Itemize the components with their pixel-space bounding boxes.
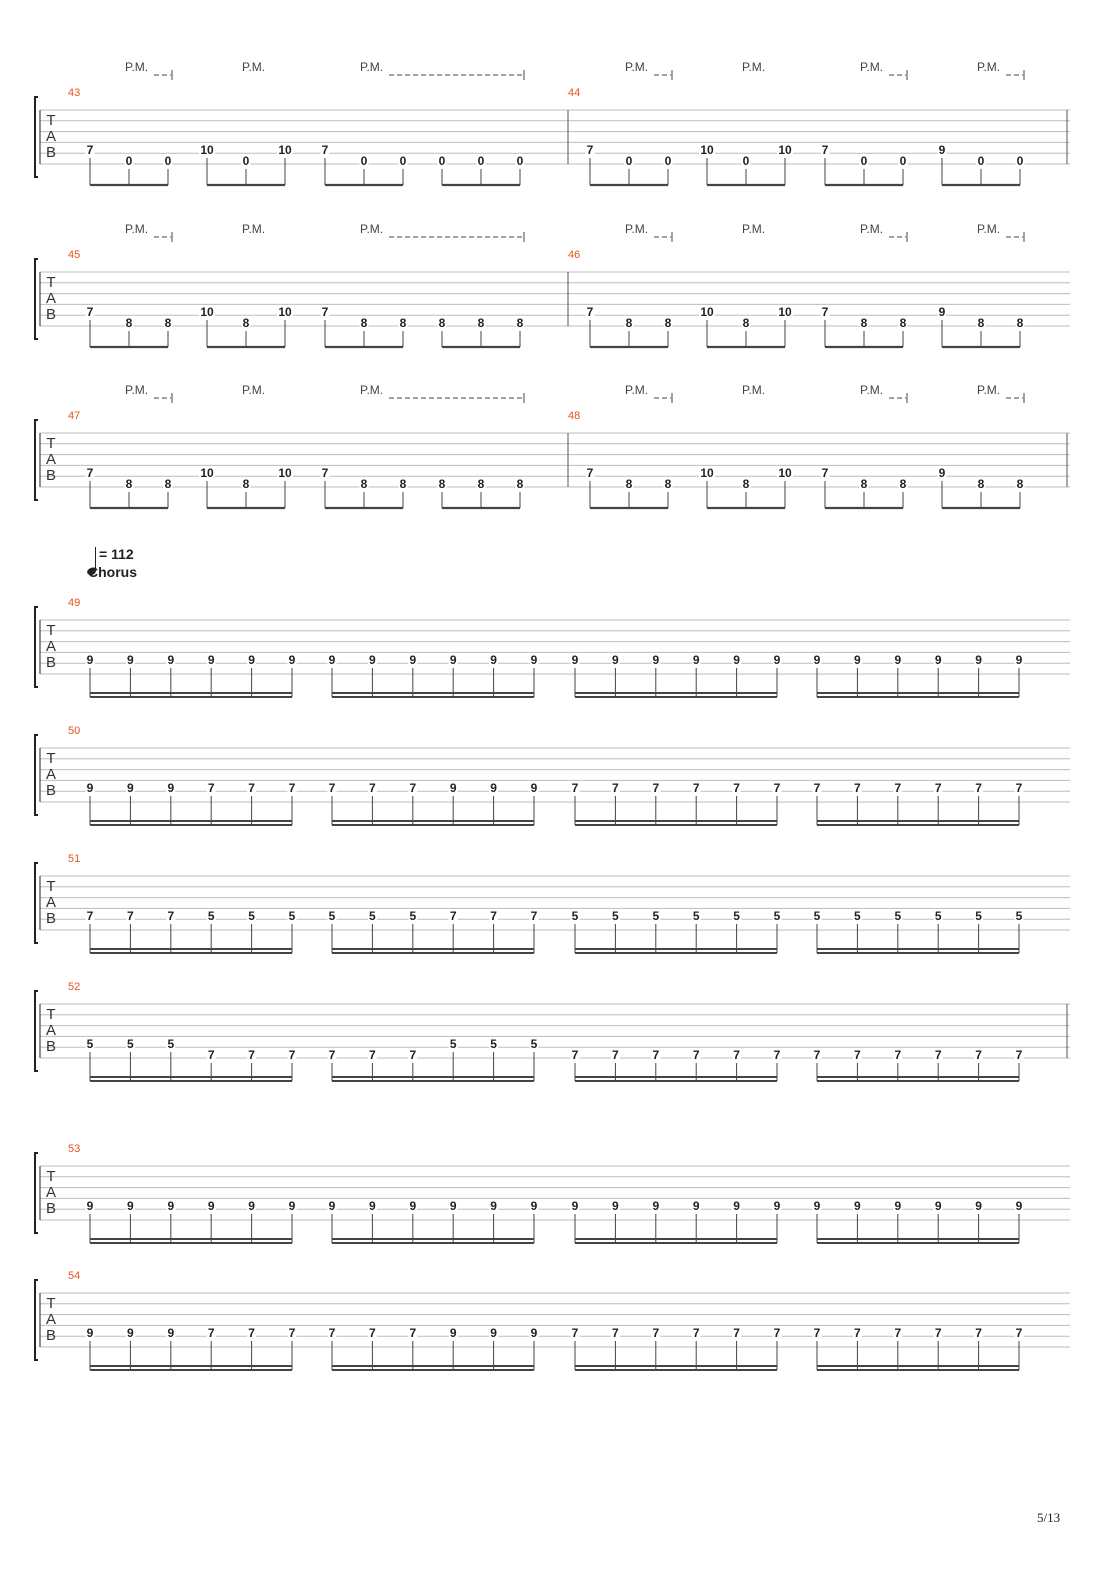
tab-clef-letter: T [46, 1295, 56, 1312]
fret-number: 10 [778, 305, 792, 319]
fret-number: 5 [167, 1037, 175, 1051]
fret-number: 7 [86, 143, 94, 157]
fret-number: 9 [207, 653, 215, 667]
fret-number: 7 [975, 1326, 982, 1340]
measure-number: 48 [568, 410, 581, 422]
fret-number: 7 [571, 781, 579, 795]
fret-number: 9 [449, 1199, 457, 1213]
fret-number: 9 [86, 1326, 94, 1340]
fret-number: 8 [899, 477, 907, 491]
palm-mute-label: P.M. [860, 222, 884, 236]
fret-number: 9 [369, 1199, 376, 1213]
fret-number: 7 [571, 1048, 579, 1062]
fret-number: 10 [700, 143, 714, 157]
fret-number: 7 [1015, 1326, 1023, 1340]
fret-number: 9 [571, 1199, 579, 1213]
staff-50-bracket [35, 735, 38, 815]
fret-number: 9 [167, 1199, 175, 1213]
fret-number: 5 [207, 909, 215, 923]
fret-number: 8 [664, 316, 672, 330]
palm-mute-label: P.M. [625, 222, 649, 236]
fret-number: 7 [86, 466, 94, 480]
staff-43-bracket [35, 97, 38, 177]
tab-clef-letter: T [46, 435, 56, 452]
fret-number: 9 [127, 1199, 134, 1213]
tab-clef-letter: A [45, 451, 57, 468]
fret-number: 5 [813, 909, 821, 923]
measure-number: 54 [68, 1270, 81, 1282]
fret-number: 9 [975, 1199, 982, 1213]
fret-number: 5 [733, 909, 740, 923]
fret-number: 5 [369, 909, 376, 923]
tab-clef-letter: A [45, 1184, 57, 1201]
staff-47-bracket [35, 420, 38, 500]
tab-clef-letter: T [46, 274, 56, 291]
fret-number: 7 [86, 305, 94, 319]
fret-number: 7 [733, 1326, 740, 1340]
tab-clef-letter: A [45, 1311, 57, 1328]
fret-number: 5 [127, 1037, 134, 1051]
fret-number: 7 [288, 781, 296, 795]
staff-49-bracket [35, 607, 38, 687]
fret-number: 5 [692, 909, 700, 923]
fret-number: 7 [288, 1326, 296, 1340]
tempo-bpm: 112 [111, 546, 134, 562]
fret-number: 9 [490, 1326, 497, 1340]
tab-clef-letter: A [45, 894, 57, 911]
measure-number: 49 [68, 597, 81, 609]
measure-number: 43 [68, 87, 81, 99]
fret-number: 9 [530, 781, 538, 795]
fret-number: 7 [288, 1048, 296, 1062]
fret-number: 9 [288, 1199, 296, 1213]
fret-number: 8 [399, 316, 407, 330]
fret-number: 8 [477, 477, 485, 491]
fret-number: 5 [773, 909, 781, 923]
fret-number: 5 [248, 909, 255, 923]
fret-number: 7 [207, 1326, 215, 1340]
fret-number: 9 [490, 1199, 497, 1213]
fret-number: 7 [369, 1326, 376, 1340]
fret-number: 7 [127, 909, 134, 923]
fret-number: 9 [369, 653, 376, 667]
fret-number: 8 [360, 316, 368, 330]
fret-number: 9 [449, 1326, 457, 1340]
fret-number: 9 [692, 1199, 700, 1213]
fret-number: 10 [278, 143, 292, 157]
tab-clef-letter: B [45, 1327, 57, 1344]
tab-clef-letter: A [45, 290, 57, 307]
fret-number: 9 [490, 781, 497, 795]
fret-number: 7 [652, 781, 660, 795]
fret-number: 9 [530, 1326, 538, 1340]
fret-number: 7 [449, 909, 457, 923]
palm-mute-label: P.M. [625, 60, 649, 74]
fret-number: 5 [894, 909, 902, 923]
fret-number: 5 [328, 909, 336, 923]
fret-number: 9 [127, 1326, 134, 1340]
fret-number: 10 [778, 466, 792, 480]
tab-clef-letter: B [45, 1038, 57, 1055]
fret-number: 9 [409, 1199, 417, 1213]
palm-mute-label: P.M. [360, 222, 384, 236]
palm-mute-label: P.M. [860, 383, 884, 397]
fret-number: 7 [934, 1048, 942, 1062]
fret-number: 7 [934, 781, 942, 795]
fret-number: 9 [127, 653, 134, 667]
fret-number: 8 [438, 477, 446, 491]
staff-53-bracket [35, 1153, 38, 1233]
fret-number: 0 [742, 154, 750, 168]
fret-number: 9 [127, 781, 134, 795]
fret-number: 0 [664, 154, 672, 168]
fret-number: 9 [692, 653, 700, 667]
fret-number: 8 [399, 477, 407, 491]
measure-number: 45 [68, 249, 81, 261]
palm-mute-label: P.M. [860, 60, 884, 74]
palm-mute-label: P.M. [242, 60, 266, 74]
fret-number: 7 [328, 781, 336, 795]
staff-51-bracket [35, 863, 38, 943]
fret-number: 9 [854, 1199, 861, 1213]
fret-number: 0 [360, 154, 368, 168]
fret-number: 0 [242, 154, 250, 168]
tab-clef-letter: T [46, 878, 56, 895]
palm-mute-label: P.M. [625, 383, 649, 397]
fret-number: 7 [248, 1326, 255, 1340]
staff-45-bracket [35, 259, 38, 339]
fret-number: 7 [692, 781, 700, 795]
palm-mute-label: P.M. [977, 222, 1001, 236]
tab-clef-letter: A [45, 1022, 57, 1039]
fret-number: 7 [813, 1048, 821, 1062]
fret-number: 9 [86, 1199, 94, 1213]
fret-number: 9 [86, 653, 94, 667]
fret-number: 7 [328, 1326, 336, 1340]
fret-number: 7 [586, 305, 594, 319]
fret-number: 9 [938, 466, 946, 480]
fret-number: 7 [813, 781, 821, 795]
fret-number: 9 [612, 1199, 619, 1213]
fret-number: 9 [934, 653, 942, 667]
palm-mute-label: P.M. [125, 222, 149, 236]
fret-number: 8 [977, 477, 985, 491]
fret-number: 9 [167, 1326, 175, 1340]
fret-number: 9 [449, 781, 457, 795]
measure-number: 53 [68, 1143, 81, 1155]
fret-number: 7 [409, 781, 417, 795]
fret-number: 10 [200, 466, 214, 480]
fret-number: 9 [288, 653, 296, 667]
fret-number: 7 [530, 909, 538, 923]
fret-number: 8 [899, 316, 907, 330]
fret-number: 9 [449, 653, 457, 667]
fret-number: 0 [477, 154, 485, 168]
fret-number: 5 [571, 909, 579, 923]
fret-number: 7 [490, 909, 497, 923]
fret-number: 9 [938, 305, 946, 319]
fret-number: 7 [321, 466, 329, 480]
fret-number: 7 [652, 1326, 660, 1340]
fret-number: 7 [248, 1048, 255, 1062]
fret-number: 7 [894, 1048, 902, 1062]
palm-mute-label: P.M. [977, 383, 1001, 397]
fret-number: 7 [586, 143, 594, 157]
measure-number: 50 [68, 725, 81, 737]
fret-number: 7 [321, 143, 329, 157]
tab-clef-letter: B [45, 1200, 57, 1217]
fret-number: 7 [813, 1326, 821, 1340]
fret-number: 8 [625, 316, 633, 330]
fret-number: 0 [860, 154, 868, 168]
fret-number: 9 [1015, 1199, 1023, 1213]
fret-number: 0 [399, 154, 407, 168]
fret-number: 8 [860, 477, 868, 491]
tempo-prefix: = [99, 546, 112, 562]
fret-number: 9 [328, 653, 336, 667]
fret-number: 8 [664, 477, 672, 491]
fret-number: 7 [652, 1048, 660, 1062]
fret-number: 9 [409, 653, 417, 667]
fret-number: 8 [164, 316, 172, 330]
fret-number: 10 [778, 143, 792, 157]
fret-number: 7 [733, 781, 740, 795]
fret-number: 9 [813, 1199, 821, 1213]
fret-number: 9 [894, 1199, 902, 1213]
fret-number: 9 [167, 781, 175, 795]
fret-number: 7 [369, 781, 376, 795]
fret-number: 8 [1016, 316, 1024, 330]
fret-number: 7 [207, 781, 215, 795]
fret-number: 8 [742, 316, 750, 330]
fret-number: 9 [248, 1199, 255, 1213]
fret-number: 0 [899, 154, 907, 168]
fret-number: 7 [328, 1048, 336, 1062]
fret-number: 5 [652, 909, 660, 923]
fret-number: 9 [530, 1199, 538, 1213]
measure-number: 46 [568, 249, 581, 261]
fret-number: 10 [700, 305, 714, 319]
fret-number: 9 [773, 653, 781, 667]
fret-number: 5 [288, 909, 296, 923]
fret-number: 10 [278, 305, 292, 319]
fret-number: 5 [409, 909, 417, 923]
fret-number: 7 [207, 1048, 215, 1062]
fret-number: 9 [571, 653, 579, 667]
fret-number: 5 [854, 909, 861, 923]
fret-number: 9 [652, 1199, 660, 1213]
tab-clef-letter: A [45, 638, 57, 655]
fret-number: 9 [1015, 653, 1023, 667]
fret-number: 8 [516, 316, 524, 330]
fret-number: 9 [773, 1199, 781, 1213]
measure-number: 47 [68, 410, 81, 422]
tab-clef-letter: B [45, 782, 57, 799]
fret-number: 8 [1016, 477, 1024, 491]
fret-number: 7 [821, 305, 829, 319]
fret-number: 9 [975, 653, 982, 667]
tab-clef-letter: A [45, 128, 57, 145]
fret-number: 7 [1015, 781, 1023, 795]
staff-52-bracket [35, 991, 38, 1071]
fret-number: 7 [821, 466, 829, 480]
fret-number: 9 [328, 1199, 336, 1213]
fret-number: 7 [612, 1326, 619, 1340]
page-number: 5/13 [1037, 1510, 1061, 1525]
fret-number: 7 [934, 1326, 942, 1340]
fret-number: 9 [733, 653, 740, 667]
fret-number: 7 [821, 143, 829, 157]
palm-mute-label: P.M. [360, 383, 384, 397]
fret-number: 7 [409, 1048, 417, 1062]
tab-clef-letter: A [45, 766, 57, 783]
tab-clef-letter: B [45, 144, 57, 161]
fret-number: 7 [733, 1048, 740, 1062]
fret-number: 10 [200, 305, 214, 319]
fret-number: 7 [167, 909, 175, 923]
fret-number: 7 [692, 1048, 700, 1062]
fret-number: 9 [86, 781, 94, 795]
fret-number: 8 [516, 477, 524, 491]
fret-number: 9 [207, 1199, 215, 1213]
tab-clef-letter: B [45, 654, 57, 671]
staff-54-bracket [35, 1280, 38, 1360]
fret-number: 8 [977, 316, 985, 330]
tab-clef-letter: B [45, 910, 57, 927]
palm-mute-label: P.M. [977, 60, 1001, 74]
fret-number: 7 [773, 1048, 781, 1062]
fret-number: 9 [813, 653, 821, 667]
fret-number: 7 [321, 305, 329, 319]
tab-clef-letter: T [46, 1006, 56, 1023]
fret-number: 7 [854, 781, 861, 795]
fret-number: 8 [125, 477, 133, 491]
fret-number: 7 [894, 781, 902, 795]
fret-number: 0 [1016, 154, 1024, 168]
palm-mute-label: P.M. [742, 60, 766, 74]
fret-number: 7 [975, 1048, 982, 1062]
fret-number: 7 [975, 781, 982, 795]
tab-clef-letter: T [46, 622, 56, 639]
fret-number: 7 [86, 909, 94, 923]
tab-clef-letter: B [45, 467, 57, 484]
fret-number: 9 [938, 143, 946, 157]
fret-number: 8 [438, 316, 446, 330]
fret-number: 5 [934, 909, 942, 923]
section-label: Chorus [88, 564, 137, 580]
fret-number: 7 [409, 1326, 417, 1340]
fret-number: 7 [612, 1048, 619, 1062]
fret-number: 5 [449, 1037, 457, 1051]
palm-mute-label: P.M. [242, 383, 266, 397]
fret-number: 8 [242, 316, 250, 330]
fret-number: 8 [164, 477, 172, 491]
fret-number: 0 [164, 154, 172, 168]
fret-number: 7 [586, 466, 594, 480]
fret-number: 9 [167, 653, 175, 667]
fret-number: 8 [125, 316, 133, 330]
fret-number: 8 [860, 316, 868, 330]
fret-number: 8 [477, 316, 485, 330]
fret-number: 8 [242, 477, 250, 491]
tempo-text [99, 546, 134, 562]
palm-mute-label: P.M. [125, 383, 149, 397]
fret-number: 5 [86, 1037, 94, 1051]
fret-number: 7 [571, 1326, 579, 1340]
fret-number: 7 [854, 1326, 861, 1340]
fret-number: 5 [490, 1037, 497, 1051]
fret-number: 8 [625, 477, 633, 491]
measure-number: 44 [568, 87, 581, 99]
fret-number: 7 [854, 1048, 861, 1062]
fret-number: 5 [612, 909, 619, 923]
fret-number: 0 [625, 154, 633, 168]
fret-number: 7 [612, 781, 619, 795]
fret-number: 7 [248, 781, 255, 795]
fret-number: 9 [733, 1199, 740, 1213]
palm-mute-label: P.M. [125, 60, 149, 74]
fret-number: 7 [773, 1326, 781, 1340]
fret-number: 9 [612, 653, 619, 667]
fret-number: 9 [652, 653, 660, 667]
fret-number: 10 [700, 466, 714, 480]
fret-number: 9 [934, 1199, 942, 1213]
tab-clef-letter: T [46, 750, 56, 767]
measure-number: 51 [68, 853, 81, 865]
fret-number: 9 [530, 653, 538, 667]
fret-number: 8 [360, 477, 368, 491]
fret-number: 9 [248, 653, 255, 667]
palm-mute-label: P.M. [742, 383, 766, 397]
fret-number: 9 [490, 653, 497, 667]
fret-number: 0 [125, 154, 133, 168]
fret-number: 7 [773, 781, 781, 795]
fret-number: 0 [438, 154, 446, 168]
fret-number: 5 [1015, 909, 1023, 923]
measure-number: 52 [68, 981, 81, 993]
fret-number: 5 [530, 1037, 538, 1051]
fret-number: 7 [692, 1326, 700, 1340]
fret-number: 7 [1015, 1048, 1023, 1062]
tab-clef-letter: T [46, 112, 56, 129]
tab-clef-letter: T [46, 1168, 56, 1185]
fret-number: 8 [742, 477, 750, 491]
tab-clef-letter: B [45, 306, 57, 323]
palm-mute-label: P.M. [742, 222, 766, 236]
fret-number: 5 [975, 909, 982, 923]
fret-number: 9 [854, 653, 861, 667]
fret-number: 10 [200, 143, 214, 157]
fret-number: 0 [977, 154, 985, 168]
fret-number: 7 [894, 1326, 902, 1340]
fret-number: 7 [369, 1048, 376, 1062]
palm-mute-label: P.M. [360, 60, 384, 74]
fret-number: 0 [516, 154, 524, 168]
palm-mute-label: P.M. [242, 222, 266, 236]
fret-number: 9 [894, 653, 902, 667]
fret-number: 10 [278, 466, 292, 480]
